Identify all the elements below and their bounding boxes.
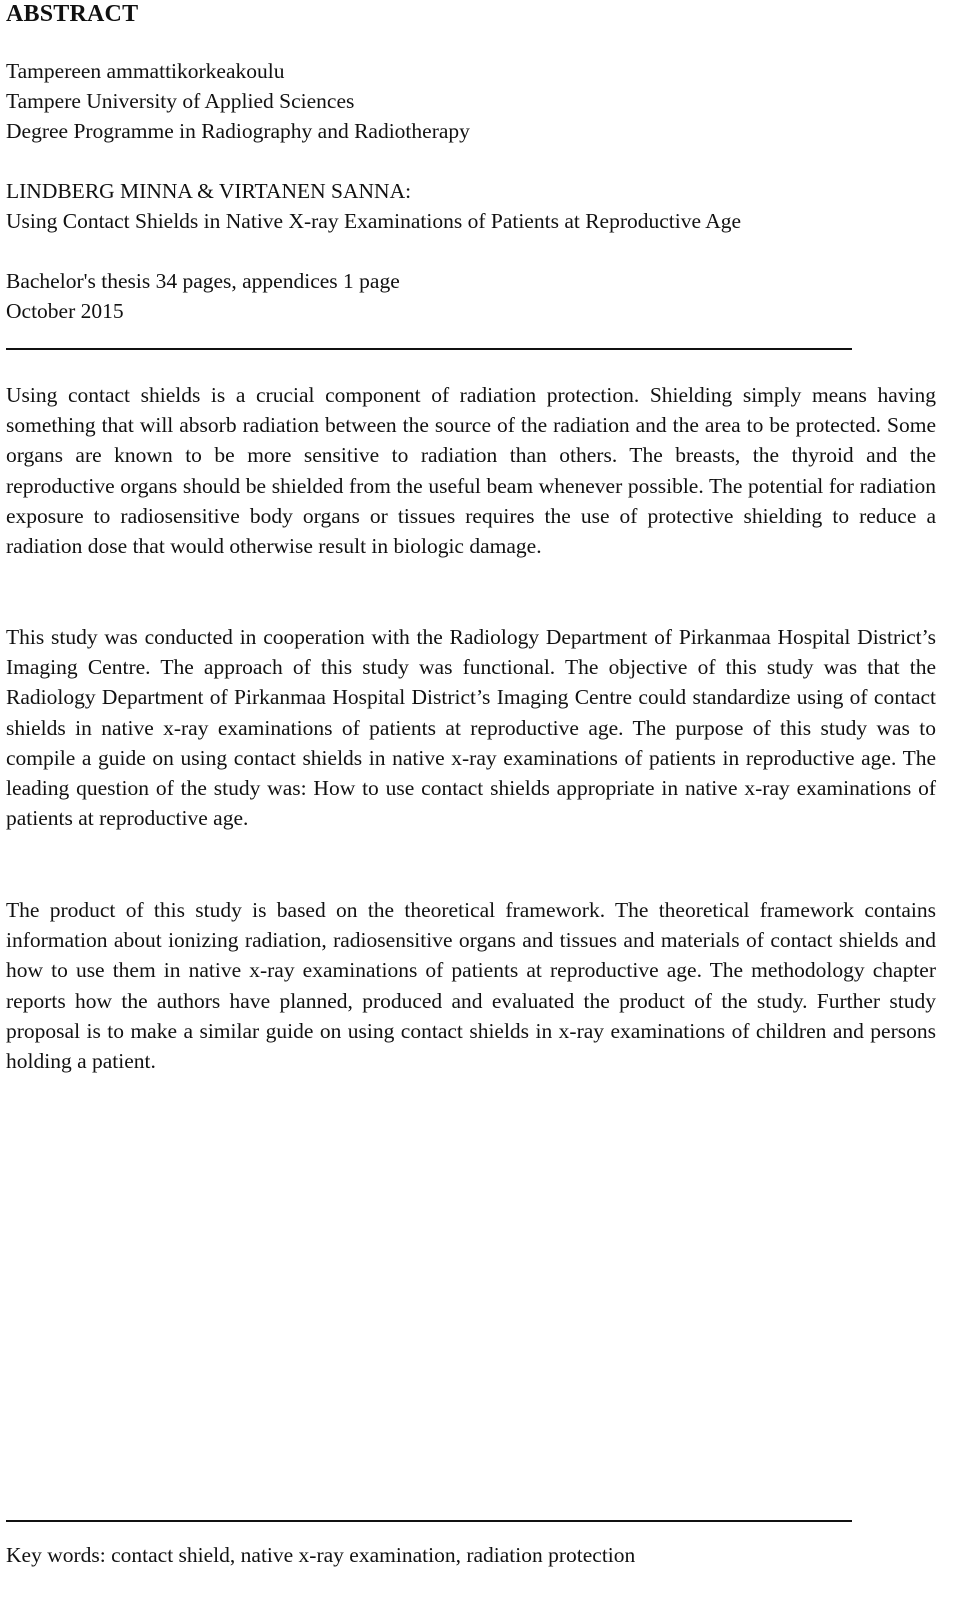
thesis-authors: LINDBERG MINNA & VIRTANEN SANNA: — [6, 179, 412, 203]
thesis-type-pages: Bachelor's thesis 34 pages, appendices 1 page — [6, 269, 400, 293]
abstract-paragraph-1: Using contact shields is a crucial component of radiation protection. Shielding simply means having something that will absorb radiation between the source of the radiation and the area to be protected. Some organs are known to be more sensitive to radiation than others. The breasts, the thyroid and the reproductive organs should be shielded from the useful beam whenever possible. The potential for radiation exposure to radiosensitive body organs or tissues requires the use of protective shielding to reduce a radiation dose that would otherwise result in biologic damage. — [6, 383, 936, 559]
page-title: ABSTRACT — [6, 1, 139, 27]
abstract-paragraph-3: The product of this study is based on the theoretical framework. The theoretical framework contains information about ionizing radiation, radiosensitive organs and tissues and materials of contact shields and how to use them in native x-ray examinations of patients at reproductive age. The methodology chapter reports how the authors have planned, produced and evaluated the product of the study. Further study proposal is to make a similar guide on using contact shields in x-ray examinations of children and persons holding a patient. — [6, 898, 936, 1074]
thesis-title: Using Contact Shields in Native X-ray Examinations of Patients at Reproductive Age — [6, 209, 742, 233]
thesis-date: October 2015 — [6, 299, 124, 323]
institution-name-fi: Tampereen ammattikorkeakoulu — [6, 59, 285, 83]
thesis-info-block — [6, 266, 400, 326]
institution-block — [6, 56, 470, 146]
abstract-paragraph-2: This study was conducted in cooperation with the Radiology Department of Pirkanmaa Hospital District’s Imaging Centre. The approach of this study was functional. The objective of this study was that the Radiology Department of Pirkanmaa Hospital District’s Imaging Centre could standardize using of contact shields in native x-ray examinations of patients at reproductive age. The purpose of this study was to compile a guide on using contact shields in native x-ray examinations of patients in reproductive age. The leading question of the study was: How to use contact shields appropriate in native x-ray examinations of patients at reproductive age. — [6, 625, 936, 831]
bottom-divider — [6, 1520, 852, 1522]
degree-programme: Degree Programme in Radiography and Radiotherapy — [6, 119, 470, 143]
thesis-authors-block — [6, 176, 741, 236]
keywords: Key words: contact shield, native x-ray examination, radiation protection — [6, 1543, 636, 1567]
top-divider — [6, 348, 852, 350]
institution-name-en: Tampere University of Applied Sciences — [6, 89, 355, 113]
abstract-page — [6, 0, 936, 1606]
